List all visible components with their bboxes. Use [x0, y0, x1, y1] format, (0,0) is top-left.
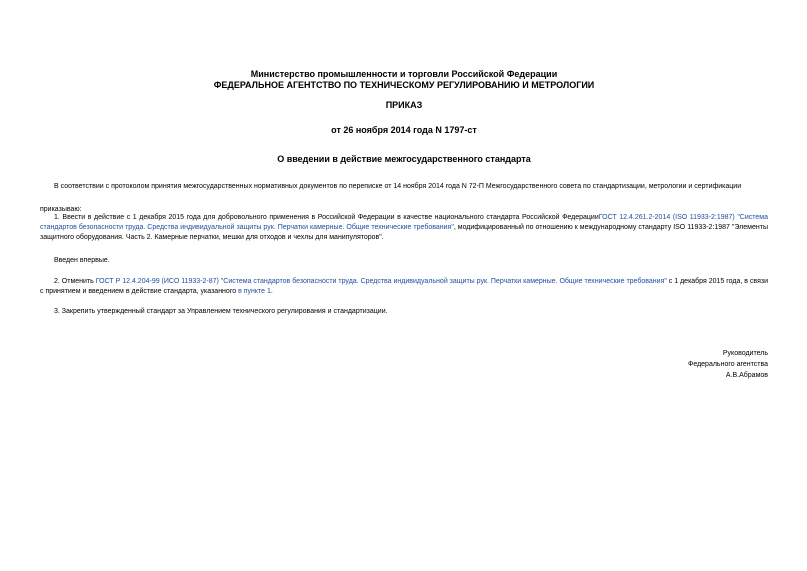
introduced-first-note: Введен впервые. [54, 257, 110, 264]
item-1-reference-link[interactable]: в пункте 1 [238, 288, 271, 295]
item-2-suffix: . [270, 288, 273, 295]
item-3-paragraph: 3. Закрепить утвержденный стандарт за Управлением технического регулирования и стандартизации. [54, 308, 388, 315]
gost-r-12-4-204-link[interactable]: ГОСТ Р 12.4.204-99 (ИСО 11933-2-87) "Система стандартов безопасности труда. Средства индивидуальной защиты рук. Перчатки камерные. Общие технические требования" [95, 278, 667, 285]
signature-agency: Федерального агентства [688, 361, 768, 368]
intro-paragraph: В соответствии с протоколом принятия межгосударственных нормативных документов по переписке от 14 ноября 2014 года N 72-П Межгосударственного совета по стандартизации, метрологии и сертификации [54, 183, 742, 190]
gost-12-4-261-2-link[interactable]: ГОСТ 12.4.261.2-2014 (ISO 11933-2:1987) "Система стандартов безопасности труда. Средства индивидуальной защиты рук. Перчатки камерные. Общие технические требования" [40, 214, 769, 231]
item-1-prefix: 1. Ввести в действие с 1 декабря 2015 года для добровольного применения в Российской Федерации в качестве национального стандарта Российской Федерации [54, 214, 599, 221]
document-title: О введении в действие межгосударственного стандарта [277, 154, 531, 164]
order-word: приказываю: [40, 206, 82, 213]
item-2-middle: с 1 декабря 2015 года, в связи с принятием и введением в действие стандарта, указанного [40, 278, 768, 295]
item-2-paragraph [40, 277, 768, 297]
document-type: ПРИКАЗ [385, 100, 423, 110]
signature-role: Руководитель [722, 350, 768, 357]
document-date-number: от 26 ноября 2014 года N 1797-ст [331, 125, 477, 135]
ministry-name: Министерство промышленности и торговли Российской Федерации [250, 69, 558, 79]
agency-name: ФЕДЕРАЛЬНОЕ АГЕНТСТВО ПО ТЕХНИЧЕСКОМУ РЕГУЛИРОВАНИЮ И МЕТРОЛОГИИ [213, 80, 595, 90]
item-1-suffix: , модифицированный по отношению к международному стандарту ISO 11933-2:1987 "Элементы защитного оборудования. Часть 2. Камерные перчатки, мешки для отходов и чехлы для манипуляторов". [40, 224, 768, 241]
item-2-prefix: 2. Отменить [54, 278, 96, 285]
item-1-paragraph [40, 213, 768, 243]
document-page [40, 0, 768, 571]
signature-name: А.В.Абрамов [725, 372, 768, 379]
